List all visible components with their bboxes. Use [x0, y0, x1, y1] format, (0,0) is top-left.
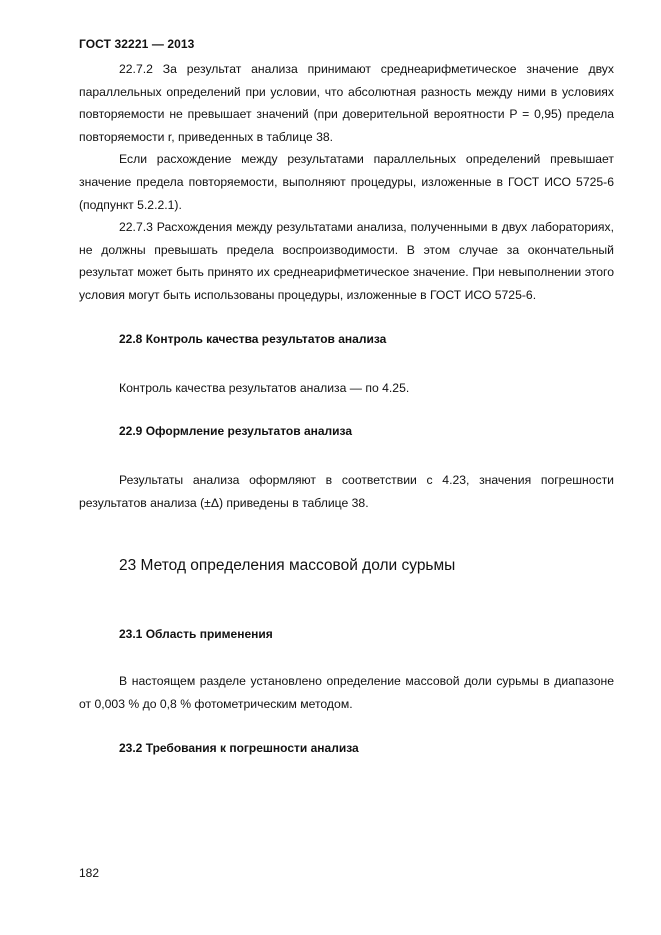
paragraph-22-7-3: 22.7.3 Расхождения между результатами анализа, полученными в двух лабораториях, не должны превышать предела воспроизводимости. В этом случае за окончательный результат может быть принято их среднеарифметическое значение. При невыполнении этого условия могут быть использованы процедуры, изложенные в ГОСТ ИСО 5725-6. [79, 220, 614, 302]
heading-22-8: 22.8 Контроль качества результатов анализа [119, 331, 387, 346]
paragraph-22-9: Результаты анализа оформляют в соответствии с 4.23, значения погрешности результатов анализа (±Δ) приведены в таблице 38. [79, 473, 614, 510]
page-number: 182 [79, 866, 100, 880]
paragraph-22-8: Контроль качества результатов анализа — по 4.25. [119, 380, 410, 395]
heading-23-1: 23.1 Область применения [119, 627, 273, 642]
paragraph-divergence: Если расхождение между результатами параллельных определений превышает значение предела повторяемости, выполняют процедуры, изложенные в ГОСТ ИСО 5725-6 (подпункт 5.2.2.1). [79, 152, 614, 212]
heading-22-9: 22.9 Оформление результатов анализа [119, 424, 353, 439]
document-header: ГОСТ 32221 — 2013 [79, 37, 195, 51]
page-body [79, 58, 614, 756]
paragraph-22-7-2: 22.7.2 За результат анализа принимают среднеарифметическое значение двух параллельных определений при условии, что абсолютная разность между ними в условиях повторяемости не превышает значений (при доверительной вероятности P = 0,95) предела повторяемости r, приведенных в таблице 38. [79, 62, 614, 144]
heading-23-2: 23.2 Требования к погрешности анализа [119, 740, 359, 755]
heading-23: 23 Метод определения массовой доли сурьмы [119, 557, 456, 575]
paragraph-23-1: В настоящем разделе установлено определение массовой доли сурьмы в диапазоне от 0,003 % до 0,8 % фотометрическим методом. [79, 674, 614, 711]
